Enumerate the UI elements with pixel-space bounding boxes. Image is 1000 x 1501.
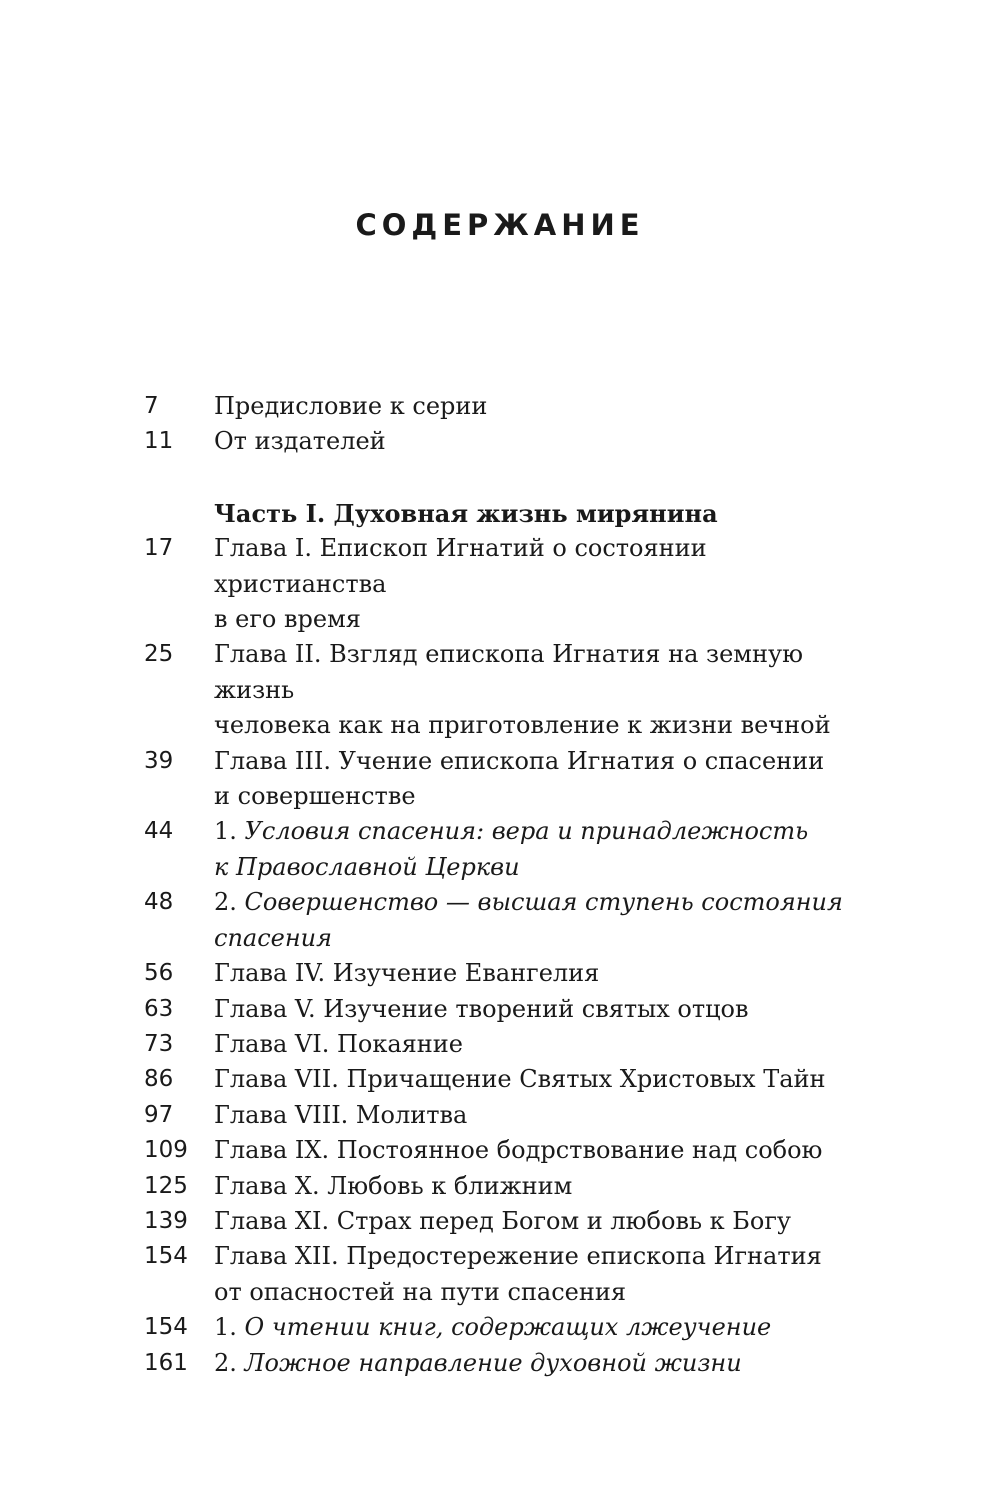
toc-page-number: 154 — [144, 1314, 188, 1341]
toc-subentry-title — [214, 1346, 884, 1381]
toc-subentry-number: 1. — [214, 1313, 245, 1342]
toc-entry — [144, 1239, 884, 1310]
toc-page-number: 7 — [144, 393, 159, 419]
toc-entry — [144, 956, 884, 991]
toc-entry — [144, 1062, 884, 1097]
toc-page-number: 17 — [144, 535, 174, 562]
toc-entry — [144, 389, 884, 424]
toc-page-number: 48 — [144, 889, 174, 916]
toc-subentry-title — [214, 814, 884, 885]
toc-entry-title: Глава X. Любовь к ближним — [214, 1171, 573, 1200]
toc-subentry — [144, 885, 884, 956]
toc-subentry-text: О чтении книг, содержащих лжеучение — [244, 1313, 772, 1342]
toc-page-number: 161 — [144, 1349, 188, 1376]
toc-entry-title: Глава IV. Изучение Евангелия — [214, 959, 600, 988]
toc-subentry-text: Условия спасения: вера и принадлежность к Православной Церкви — [214, 817, 809, 881]
toc-page-number: 11 — [144, 428, 174, 455]
toc-subentry-text: Ложное направление духовной жизни — [244, 1348, 742, 1377]
toc-entry — [144, 1204, 884, 1239]
toc-entry-title: Глава I. Епископ Игнатий о состоянии христианства в его время — [214, 534, 707, 634]
toc-entry — [144, 744, 884, 815]
toc-entry-title: От издателей — [214, 427, 386, 456]
toc-entry — [144, 1133, 884, 1168]
toc-entry — [144, 1169, 884, 1204]
toc-entry-title: Глава VI. Покаяние — [214, 1029, 463, 1058]
toc-entry-title: Глава IX. Постоянное бодрствование над собою — [214, 1136, 823, 1165]
part-heading: Часть I. Духовная жизнь мирянина — [214, 498, 718, 528]
toc-entry — [144, 531, 884, 637]
toc-entry-title: Предисловие к серии — [214, 392, 488, 420]
toc-page-number: 73 — [144, 1030, 174, 1057]
toc-entry-title: Глава VII. Причащение Святых Христовых Тайн — [214, 1065, 826, 1094]
toc-entry — [144, 992, 884, 1027]
toc-page-number: 39 — [144, 747, 174, 774]
toc-entry-title: Глава II. Взгляд епископа Игнатия на земную жизнь человека как на приготовление к жизни вечной — [214, 640, 831, 740]
toc-subentry — [144, 1346, 884, 1381]
toc-entry-title: Глава III. Учение епископа Игнатия о спасении и совершенстве — [214, 746, 825, 811]
toc-entry — [144, 1098, 884, 1133]
table-of-contents — [144, 389, 884, 1381]
toc-subentry-number: 2. — [214, 1348, 245, 1377]
toc-subentry-title — [214, 1310, 884, 1345]
toc-entry — [144, 637, 884, 743]
toc-entry-title: Глава V. Изучение творений святых отцов — [214, 994, 749, 1023]
toc-page-number: 25 — [144, 641, 174, 668]
page-title: СОДЕРЖАНИЕ — [355, 208, 645, 242]
toc-subentry-number: 1. — [214, 817, 245, 846]
toc-page-number: 139 — [144, 1207, 188, 1234]
toc-page-number: 125 — [144, 1172, 188, 1199]
toc-page-number: 86 — [144, 1066, 174, 1093]
toc-entry-title: Глава XI. Страх перед Богом и любовь к Богу — [214, 1206, 792, 1235]
toc-entry — [144, 424, 884, 459]
toc-entry — [144, 1027, 884, 1062]
toc-subentry — [144, 814, 884, 885]
toc-page-number: 63 — [144, 995, 174, 1022]
toc-entry-title: Глава VIII. Молитва — [214, 1100, 468, 1129]
toc-page-number: 56 — [144, 960, 174, 987]
toc-page-number: 97 — [144, 1101, 174, 1128]
toc-entry-title: Глава XII. Предостережение епископа Игнатия от опасностей на пути спасения — [214, 1242, 822, 1306]
toc-page-number: 109 — [144, 1137, 188, 1164]
toc-subentry — [144, 1310, 884, 1345]
section-spacer — [144, 460, 884, 496]
toc-subentry-title — [214, 885, 884, 956]
toc-page-number: 154 — [144, 1243, 188, 1270]
toc-subentry-number: 2. — [214, 888, 245, 917]
toc-subentry-text: Совершенство — высшая ступень состояния спасения — [214, 888, 843, 952]
toc-page-number: 44 — [144, 818, 174, 845]
